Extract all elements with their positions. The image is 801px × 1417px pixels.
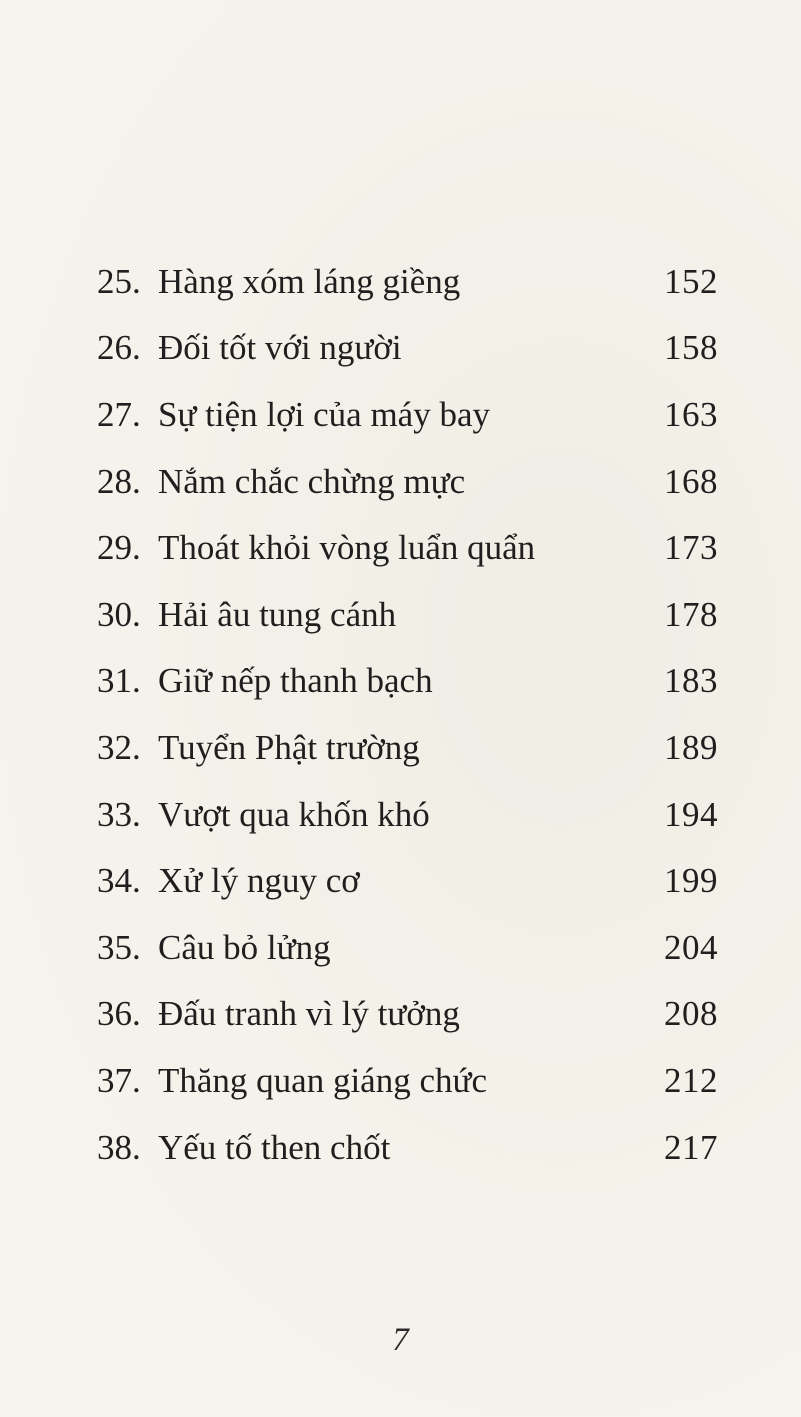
entry-page: 189 (664, 727, 718, 767)
entry-page: 158 (664, 328, 718, 368)
toc-entry (97, 981, 718, 1048)
toc-entry (97, 847, 718, 914)
entry-number: 30. (97, 594, 141, 634)
toc-entry (97, 315, 718, 382)
entry-title: Sự tiện lợi của máy bay (158, 394, 490, 434)
entry-page: 212 (664, 1060, 718, 1100)
entry-page: 217 (664, 1127, 718, 1167)
entry-page: 163 (664, 394, 718, 434)
entry-page: 208 (664, 994, 718, 1034)
entry-title: Vượt qua khốn khó (158, 794, 430, 834)
entry-page: 173 (664, 528, 718, 568)
entry-page: 199 (664, 861, 718, 901)
entry-number: 33. (97, 794, 141, 834)
page-number: 7 (392, 1322, 409, 1358)
toc-entry (97, 581, 718, 648)
entry-title: Nắm chắc chừng mực (158, 461, 466, 501)
toc-entry (97, 714, 718, 781)
entry-title: Đối tốt với người (158, 328, 402, 368)
toc-entry (97, 914, 718, 981)
entry-title: Thăng quan giáng chức (158, 1060, 487, 1100)
toc-entry (97, 648, 718, 715)
entry-number: 28. (97, 461, 141, 501)
entry-title: Xử lý nguy cơ (158, 861, 360, 901)
toc-entry (97, 448, 718, 515)
toc-entry (97, 1114, 718, 1181)
entry-number: 34. (97, 861, 141, 901)
entry-title: Đấu tranh vì lý tưởng (158, 994, 460, 1034)
entry-number: 32. (97, 727, 141, 767)
entry-page: 168 (664, 461, 718, 501)
entry-number: 37. (97, 1060, 141, 1100)
entry-number: 29. (97, 528, 141, 568)
toc-entry (97, 781, 718, 848)
toc-entry (97, 248, 718, 315)
entry-page: 194 (664, 794, 718, 834)
entry-title: Thoát khỏi vòng luẩn quẩn (158, 528, 536, 568)
entry-title: Câu bỏ lửng (158, 927, 331, 967)
entry-number: 36. (97, 994, 141, 1034)
toc-entry (97, 381, 718, 448)
entry-title: Hải âu tung cánh (158, 594, 397, 634)
toc-entry (97, 514, 718, 581)
entry-page: 204 (664, 927, 718, 967)
entry-page: 178 (664, 594, 718, 634)
entry-title: Yếu tố then chốt (158, 1127, 391, 1167)
entry-number: 25. (97, 261, 141, 301)
entry-title: Tuyển Phật trường (158, 727, 420, 767)
entry-number: 27. (97, 394, 141, 434)
table-of-contents (97, 248, 718, 1180)
toc-entry (97, 1047, 718, 1114)
entry-number: 26. (97, 328, 141, 368)
entry-page: 183 (664, 661, 718, 701)
entry-number: 31. (97, 661, 141, 701)
entry-title: Hàng xóm láng giềng (158, 261, 461, 301)
entry-number: 35. (97, 927, 141, 967)
entry-number: 38. (97, 1127, 141, 1167)
entry-title: Giữ nếp thanh bạch (158, 661, 433, 701)
entry-page: 152 (664, 261, 718, 301)
